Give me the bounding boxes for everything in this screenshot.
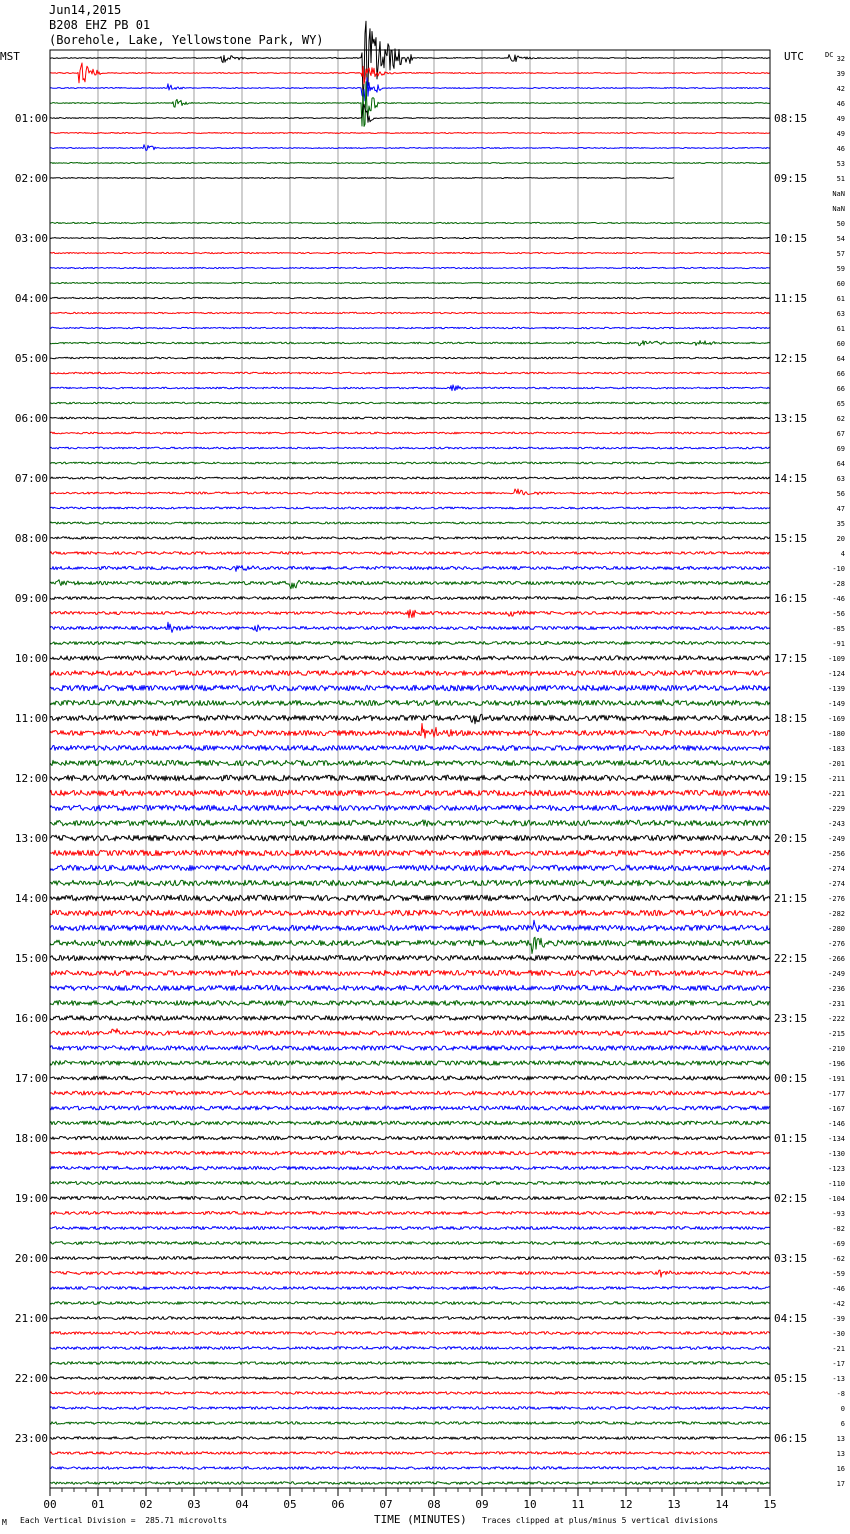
trace-line (50, 1029, 770, 1036)
dc-offset-label: 64 (836, 460, 845, 468)
dc-offset-label: -30 (832, 1330, 845, 1338)
trace-line (50, 552, 770, 555)
dc-offset-label: 69 (836, 445, 845, 453)
dc-label: DC (825, 51, 834, 59)
dc-offset-label: -229 (828, 805, 845, 813)
dc-offset-label: -196 (828, 1060, 845, 1068)
dc-offset-label: 67 (836, 430, 845, 438)
dc-offset-label: -104 (828, 1195, 845, 1203)
trace-line (50, 104, 770, 122)
trace-line (50, 1317, 770, 1320)
dc-offset-label: 6 (840, 1420, 845, 1428)
left-hour-label: 13:00 (14, 832, 48, 845)
dc-offset-label: -8 (836, 1390, 845, 1398)
dc-offset-label: 57 (836, 250, 845, 258)
trace-line (50, 1212, 770, 1215)
right-hour-label: 12:15 (774, 352, 808, 365)
trace-line (50, 1091, 770, 1095)
dc-offset-label: -256 (828, 850, 845, 858)
dc-offset-label: -280 (828, 925, 845, 933)
left-hour-label: 20:00 (14, 1252, 48, 1265)
trace-line (50, 222, 770, 223)
dc-offset-label: 17 (836, 1480, 845, 1488)
x-tick-label: 13 (667, 1498, 681, 1511)
trace-line (50, 1181, 770, 1184)
trace-line (50, 462, 770, 464)
dc-offset-label: 60 (836, 340, 845, 348)
trace-line (50, 1302, 770, 1305)
trace-line (50, 970, 770, 975)
right-hour-label: 13:15 (774, 412, 808, 425)
trace-line (50, 447, 770, 449)
x-tick-label: 14 (715, 1498, 729, 1511)
dc-offset-label: -13 (832, 1375, 845, 1383)
dc-offset-label: 49 (836, 115, 845, 123)
trace-line (50, 597, 770, 600)
dc-offset-label: 66 (836, 370, 845, 378)
right-hour-label: 19:15 (774, 772, 808, 785)
trace-line (50, 237, 770, 238)
dc-offset-label: -110 (828, 1180, 845, 1188)
trace-line (50, 1407, 770, 1410)
trace-line (50, 985, 770, 990)
trace-line (50, 312, 770, 313)
dc-offset-label: 16 (836, 1465, 845, 1473)
dc-offset-label: -85 (832, 625, 845, 633)
axis-labels (0, 50, 845, 1511)
trace-line (50, 671, 770, 676)
dc-offset-label: -221 (828, 790, 845, 798)
trace-line (50, 1016, 770, 1021)
trace-line (50, 566, 770, 572)
dc-offset-label: -274 (828, 865, 845, 873)
trace-line (50, 1121, 770, 1125)
trace-line (50, 1242, 770, 1245)
dc-offset-label: -183 (828, 745, 845, 753)
trace-line (50, 385, 770, 391)
trace-line (50, 1422, 770, 1425)
dc-offset-label: -123 (828, 1165, 845, 1173)
dc-offset-label: -191 (828, 1075, 845, 1083)
trace-line (50, 955, 770, 960)
dc-offset-label: 63 (836, 475, 845, 483)
trace-line (50, 522, 770, 524)
trace-line (50, 78, 770, 101)
trace-line (50, 1001, 770, 1006)
trace-line (50, 1106, 770, 1110)
left-hour-label: 15:00 (14, 952, 48, 965)
dc-offset-label: -56 (832, 610, 845, 618)
trace-line (50, 760, 770, 765)
dc-offset-label: -236 (828, 985, 845, 993)
trace-line (50, 920, 770, 931)
dc-offset-label: -42 (832, 1300, 845, 1308)
trace-line (50, 507, 770, 509)
trace-line (50, 835, 770, 841)
trace-line (50, 432, 770, 434)
trace-line (50, 1287, 770, 1290)
right-hour-label: 06:15 (774, 1432, 808, 1445)
trace-line (50, 1437, 770, 1440)
dc-offset-label: 35 (836, 520, 845, 528)
trace-line (50, 1046, 770, 1051)
x-tick-label: 04 (235, 1498, 249, 1511)
trace-line (50, 1061, 770, 1065)
trace-line (50, 1362, 770, 1365)
dc-offset-label: 51 (836, 175, 845, 183)
dc-offset-label: 62 (836, 415, 845, 423)
dc-offset-label: 53 (836, 160, 845, 168)
right-hour-label: 08:15 (774, 112, 808, 125)
dc-offset-label: 32 (836, 55, 845, 63)
dc-offset-label: -69 (832, 1240, 845, 1248)
trace-line (50, 1151, 770, 1155)
trace-line (50, 641, 770, 644)
left-hour-label: 06:00 (14, 412, 48, 425)
dc-offset-label: 56 (836, 490, 845, 498)
dc-offset-label: -249 (828, 970, 845, 978)
trace-line (50, 622, 770, 632)
trace-line (50, 820, 770, 826)
trace-line (50, 805, 770, 811)
trace-line (50, 537, 770, 539)
trace-line (50, 1377, 770, 1380)
right-hour-label: 10:15 (774, 232, 808, 245)
trace-line (50, 700, 770, 706)
x-tick-label: 00 (43, 1498, 57, 1511)
left-hour-label: 16:00 (14, 1012, 48, 1025)
dc-offset-label: -21 (832, 1345, 845, 1353)
seismic-traces (49, 18, 770, 1484)
dc-offset-label: 0 (840, 1405, 845, 1413)
x-axis-title: TIME (MINUTES) (374, 1513, 467, 1526)
right-hour-label: 01:15 (774, 1132, 808, 1145)
dc-offset-label: -130 (828, 1150, 845, 1158)
trace-line (50, 1467, 770, 1470)
trace-line (50, 1270, 770, 1277)
trace-line (50, 252, 770, 253)
header-station: B208 EHZ PB 01 (49, 18, 151, 32)
left-hour-label: 08:00 (14, 532, 48, 545)
trace-line (50, 1136, 770, 1140)
trace-line (50, 656, 770, 660)
x-tick-label: 11 (571, 1498, 585, 1511)
dc-offset-label: -282 (828, 910, 845, 918)
trace-line (50, 910, 770, 916)
left-hour-label: 23:00 (14, 1432, 48, 1445)
dc-offset-label: -93 (832, 1210, 845, 1218)
left-hour-label: 14:00 (14, 892, 48, 905)
trace-line (50, 745, 770, 750)
dc-offset-label: 66 (836, 385, 845, 393)
trace-line (50, 145, 770, 151)
x-tick-label: 12 (619, 1498, 633, 1511)
dc-offset-label: 13 (836, 1435, 845, 1443)
left-hour-label: 22:00 (14, 1372, 48, 1385)
dc-offset-label: -249 (828, 835, 845, 843)
trace-line (50, 714, 770, 723)
dc-offset-label: -124 (828, 670, 845, 678)
trace-line (50, 880, 770, 886)
trace-line (50, 1257, 770, 1260)
dc-offset-label: -149 (828, 700, 845, 708)
dc-offset-label: 61 (836, 295, 845, 303)
header-date: Jun14,2015 (49, 3, 122, 17)
trace-line (50, 417, 770, 419)
trace-line (50, 775, 770, 781)
trace-line (50, 937, 770, 953)
trace-line (50, 790, 770, 796)
trace-line (50, 357, 770, 359)
trace-line (50, 895, 770, 901)
trace-line (50, 1347, 770, 1350)
dc-offset-label: -10 (832, 565, 845, 573)
trace-line (50, 341, 770, 346)
dc-offset-label: -211 (828, 775, 845, 783)
trace-line (50, 610, 770, 618)
x-tick-label: 05 (283, 1498, 297, 1511)
dc-offset-label: -201 (828, 760, 845, 768)
right-hour-label: 15:15 (774, 532, 808, 545)
dc-offset-label: 65 (836, 400, 845, 408)
trace-line (50, 1332, 770, 1335)
dc-offset-label: 59 (836, 265, 845, 273)
x-tick-label: 08 (427, 1498, 441, 1511)
scale-note: Each Vertical Division = 285.71 microvolts (20, 1516, 228, 1525)
left-hour-label: 04:00 (14, 292, 48, 305)
trace-line (50, 282, 770, 283)
dc-offset-label: 60 (836, 280, 845, 288)
right-hour-label: 11:15 (774, 292, 808, 305)
trace-line (50, 163, 770, 164)
dc-offset-label: -46 (832, 595, 845, 603)
dc-offset-label: -46 (832, 1285, 845, 1293)
dc-offset-label: NaN (832, 205, 845, 213)
dc-offset-label: -134 (828, 1135, 845, 1143)
dc-offset-label: 20 (836, 535, 845, 543)
dc-offset-label: 46 (836, 145, 845, 153)
dc-offset-label: -167 (828, 1105, 845, 1113)
dc-offset-label: -210 (828, 1045, 845, 1053)
dc-offset-label: -231 (828, 1000, 845, 1008)
dc-offset-label: -139 (828, 685, 845, 693)
trace-line (50, 372, 770, 374)
dc-offset-label: 39 (836, 70, 845, 78)
trace-line (50, 1482, 770, 1485)
left-hour-label: 07:00 (14, 472, 48, 485)
dc-offset-label: -62 (832, 1255, 845, 1263)
dc-offset-label: -146 (828, 1120, 845, 1128)
right-timezone-label: UTC (784, 50, 804, 63)
dc-offset-label: -276 (828, 895, 845, 903)
dc-offset-label: -59 (832, 1270, 845, 1278)
right-hour-label: 03:15 (774, 1252, 808, 1265)
dc-offset-label: -215 (828, 1030, 845, 1038)
trace-line (50, 133, 770, 134)
dc-offset-label: -82 (832, 1225, 845, 1233)
dc-offset-label: -222 (828, 1015, 845, 1023)
dc-offset-label: 64 (836, 355, 845, 363)
trace-line (50, 1076, 770, 1080)
right-hour-label: 09:15 (774, 172, 808, 185)
dc-offset-label: 4 (840, 550, 845, 558)
right-hour-label: 14:15 (774, 472, 808, 485)
dc-offset-label: NaN (832, 190, 845, 198)
trace-line (50, 580, 770, 589)
right-hour-label: 18:15 (774, 712, 808, 725)
dc-offset-label: -17 (832, 1360, 845, 1368)
dc-offset-label: -28 (832, 580, 845, 588)
x-tick-label: 10 (523, 1498, 537, 1511)
dc-offset-label: -91 (832, 640, 845, 648)
trace-line (50, 63, 770, 84)
dc-offset-label: 47 (836, 505, 845, 513)
page-mark: M (2, 1518, 7, 1527)
dc-offset-label: -169 (828, 715, 845, 723)
trace-line (50, 402, 770, 404)
dc-offset-label: 13 (836, 1450, 845, 1458)
right-hour-label: 05:15 (774, 1372, 808, 1385)
trace-line (50, 1392, 770, 1395)
left-hour-label: 10:00 (14, 652, 48, 665)
left-hour-label: 21:00 (14, 1312, 48, 1325)
left-hour-label: 18:00 (14, 1132, 48, 1145)
trace-line (50, 685, 770, 691)
dc-offset-label: 61 (836, 325, 845, 333)
dc-offset-label: -276 (828, 940, 845, 948)
right-hour-label: 16:15 (774, 592, 808, 605)
clip-note: Traces clipped at plus/minus 5 vertical divisions (482, 1516, 719, 1525)
dc-offset-label: -109 (828, 655, 845, 663)
right-hour-label: 17:15 (774, 652, 808, 665)
left-hour-label: 12:00 (14, 772, 48, 785)
left-hour-label: 11:00 (14, 712, 48, 725)
left-timezone-label: MST (0, 50, 20, 63)
trace-line (50, 477, 770, 479)
trace-line (50, 865, 770, 871)
dc-offset-label: -266 (828, 955, 845, 963)
trace-line (50, 327, 770, 328)
trace-line (50, 724, 770, 739)
left-hour-label: 03:00 (14, 232, 48, 245)
trace-line (50, 1166, 770, 1169)
dc-offset-label: -243 (828, 820, 845, 828)
left-hour-label: 17:00 (14, 1072, 48, 1085)
dc-offset-label: 50 (836, 220, 845, 228)
x-tick-label: 03 (187, 1498, 201, 1511)
trace-line (50, 1196, 770, 1199)
trace-line (50, 489, 770, 495)
trace-line (50, 1227, 770, 1230)
x-tick-label: 15 (763, 1498, 777, 1511)
header-location: (Borehole, Lake, Yellowstone Park, WY) (49, 33, 324, 47)
trace-line (50, 267, 770, 268)
trace-line (50, 850, 770, 856)
right-hour-label: 04:15 (774, 1312, 808, 1325)
trace-line (50, 178, 674, 179)
x-tick-label: 06 (331, 1498, 345, 1511)
x-tick-label: 09 (475, 1498, 489, 1511)
right-hour-label: 02:15 (774, 1192, 808, 1205)
x-tick-label: 07 (379, 1498, 393, 1511)
x-tick-label: 01 (91, 1498, 105, 1511)
trace-line (50, 1452, 770, 1455)
dc-offset-label: 49 (836, 130, 845, 138)
right-hour-label: 22:15 (774, 952, 808, 965)
left-hour-label: 19:00 (14, 1192, 48, 1205)
left-hour-label: 05:00 (14, 352, 48, 365)
right-hour-label: 00:15 (774, 1072, 808, 1085)
dc-offset-label: 54 (836, 235, 845, 243)
dc-offset-label: -39 (832, 1315, 845, 1323)
left-hour-label: 02:00 (14, 172, 48, 185)
dc-offset-label: -180 (828, 730, 845, 738)
dc-offset-label: 63 (836, 310, 845, 318)
dc-offset-label: 46 (836, 100, 845, 108)
trace-line (50, 297, 770, 298)
x-tick-label: 02 (139, 1498, 153, 1511)
left-hour-label: 01:00 (14, 112, 48, 125)
right-hour-label: 23:15 (774, 1012, 808, 1025)
right-hour-label: 21:15 (774, 892, 808, 905)
left-hour-label: 09:00 (14, 592, 48, 605)
dc-offset-label: 42 (836, 85, 845, 93)
dc-offset-label: -274 (828, 880, 845, 888)
dc-offset-label: -177 (828, 1090, 845, 1098)
right-hour-label: 20:15 (774, 832, 808, 845)
trace-line (49, 18, 770, 101)
